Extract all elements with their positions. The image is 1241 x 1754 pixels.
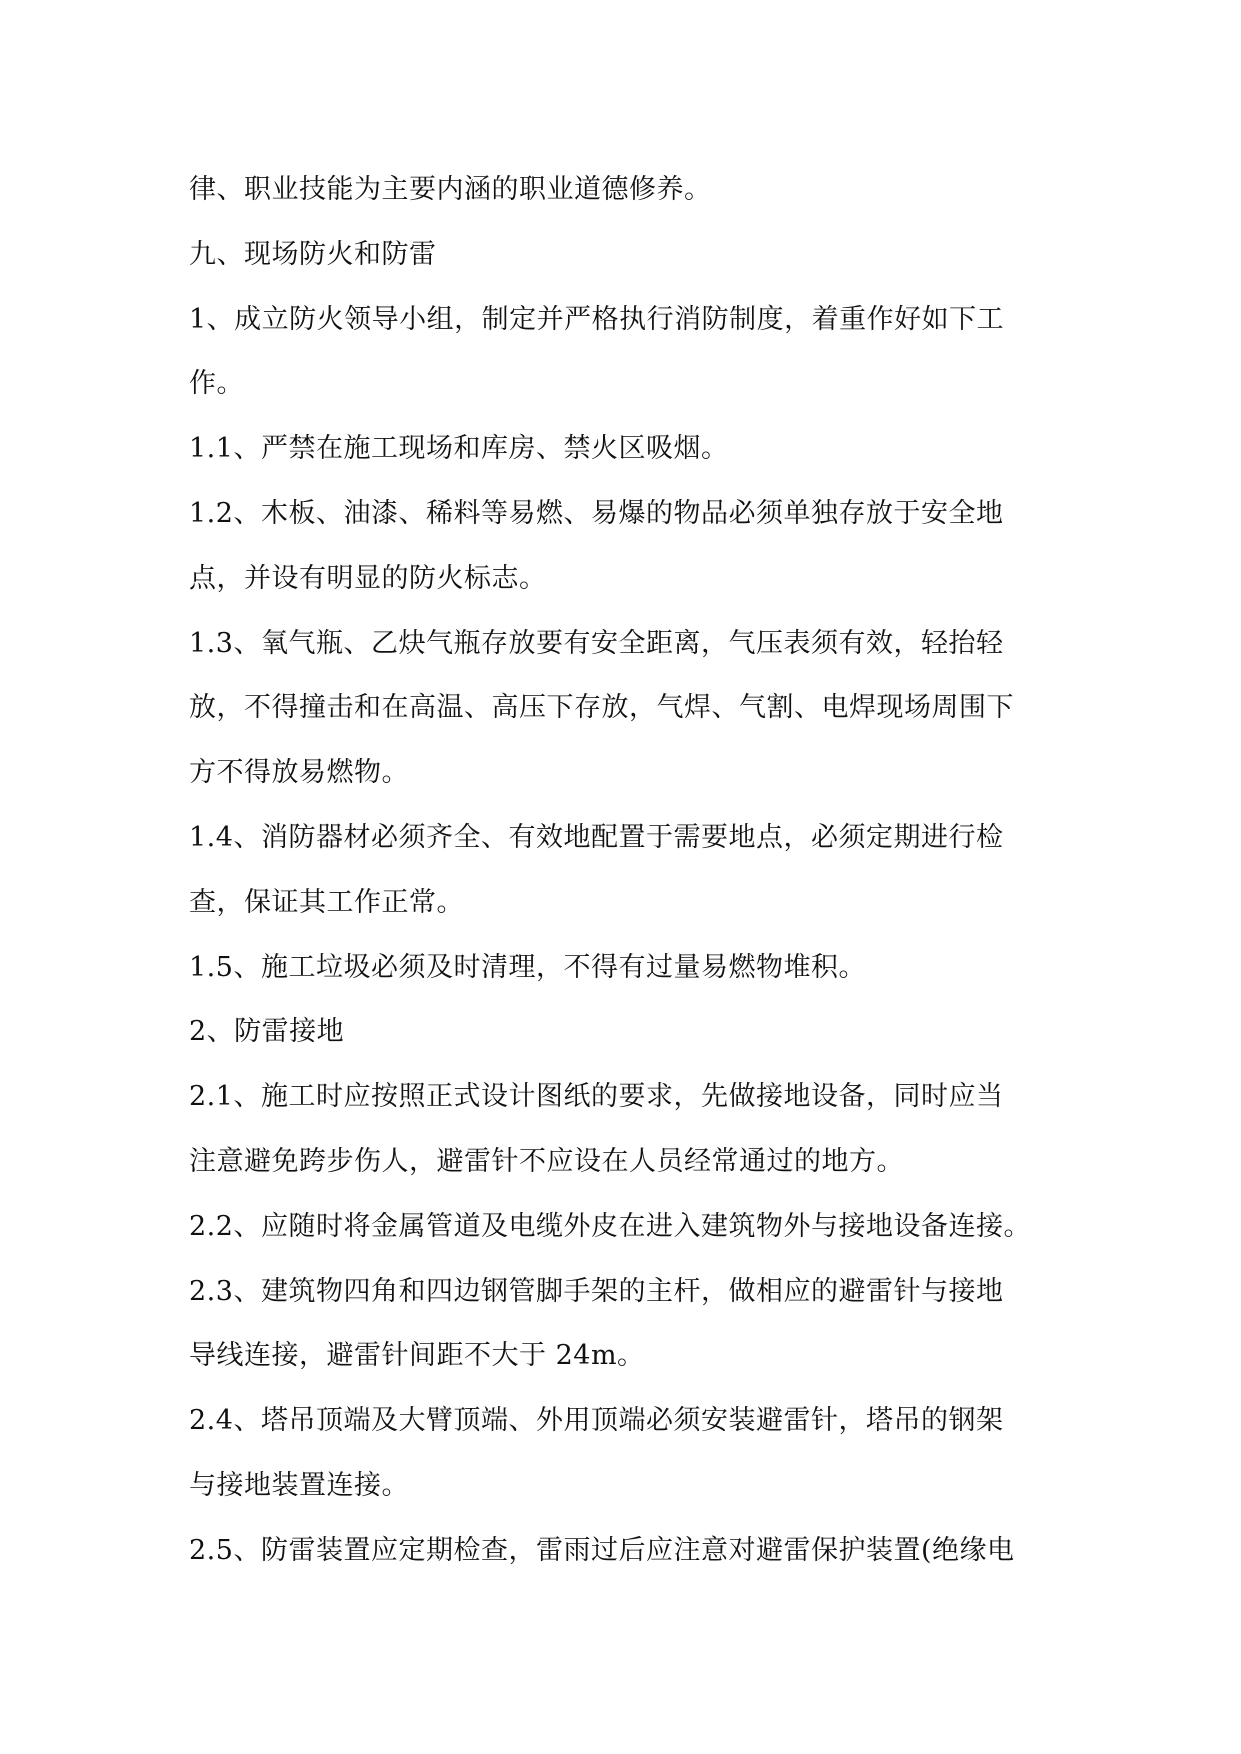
paragraph-line: 1.1、严禁在施工现场和库房、禁火区吸烟。 <box>189 433 729 465</box>
paragraph-line: 2.3、建筑物四角和四边钢管脚手架的主杆，做相应的避雷针与接地 <box>189 1275 1004 1307</box>
paragraph-line: 查，保证其工作正常。 <box>189 886 464 918</box>
paragraph-line: 与接地装置连接。 <box>189 1469 409 1501</box>
paragraph-line: 2.2、应随时将金属管道及电缆外皮在进入建筑物外与接地设备连接。 <box>189 1210 1031 1242</box>
paragraph-line: 律、职业技能为主要内涵的职业道德修养。 <box>189 174 712 205</box>
paragraph-line: 放，不得撞击和在高温、高压下存放，气焊、气割、电焊现场周围下 <box>189 692 1014 724</box>
paragraph-line: 点，并设有明显的防火标志。 <box>189 562 547 594</box>
subsection-heading: 2、防雷接地 <box>189 1016 345 1048</box>
paragraph-line: 注意避免跨步伤人，避雷针不应设在人员经常通过的地方。 <box>189 1145 904 1177</box>
paragraph-line: 1、成立防火领导小组，制定并严格执行消防制度，着重作好如下工 <box>189 303 1005 335</box>
paragraph-line: 1.4、消防器材必须齐全、有效地配置于需要地点，必须定期进行检 <box>189 821 1004 853</box>
paragraph-line: 导线连接，避雷针间距不大于 24m。 <box>189 1340 645 1372</box>
paragraph-line: 方不得放易燃物。 <box>189 757 409 789</box>
paragraph-line: 2.4、塔吊顶端及大臂顶端、外用顶端必须安装避雷针，塔吊的钢架 <box>189 1405 1004 1437</box>
section-heading: 九、现场防火和防雷 <box>189 238 437 270</box>
paragraph-line: 1.3、氧气瓶、乙炔气瓶存放要有安全距离，气压表须有效，轻抬轻 <box>189 627 1004 659</box>
paragraph-line: 作。 <box>189 368 244 400</box>
paragraph-line: 2.5、防雷装置应定期检查，雷雨过后应注意对避雷保护装置(绝缘电 <box>189 1534 1015 1566</box>
paragraph-line: 1.5、施工垃圾必须及时清理，不得有过量易燃物堆积。 <box>189 951 866 983</box>
paragraph-line: 2.1、施工时应按照正式设计图纸的要求，先做接地设备，同时应当 <box>189 1081 1004 1113</box>
paragraph-line: 1.2、木板、油漆、稀料等易燃、易爆的物品必须单独存放于安全地 <box>189 497 1004 529</box>
document-body <box>189 158 1069 1584</box>
